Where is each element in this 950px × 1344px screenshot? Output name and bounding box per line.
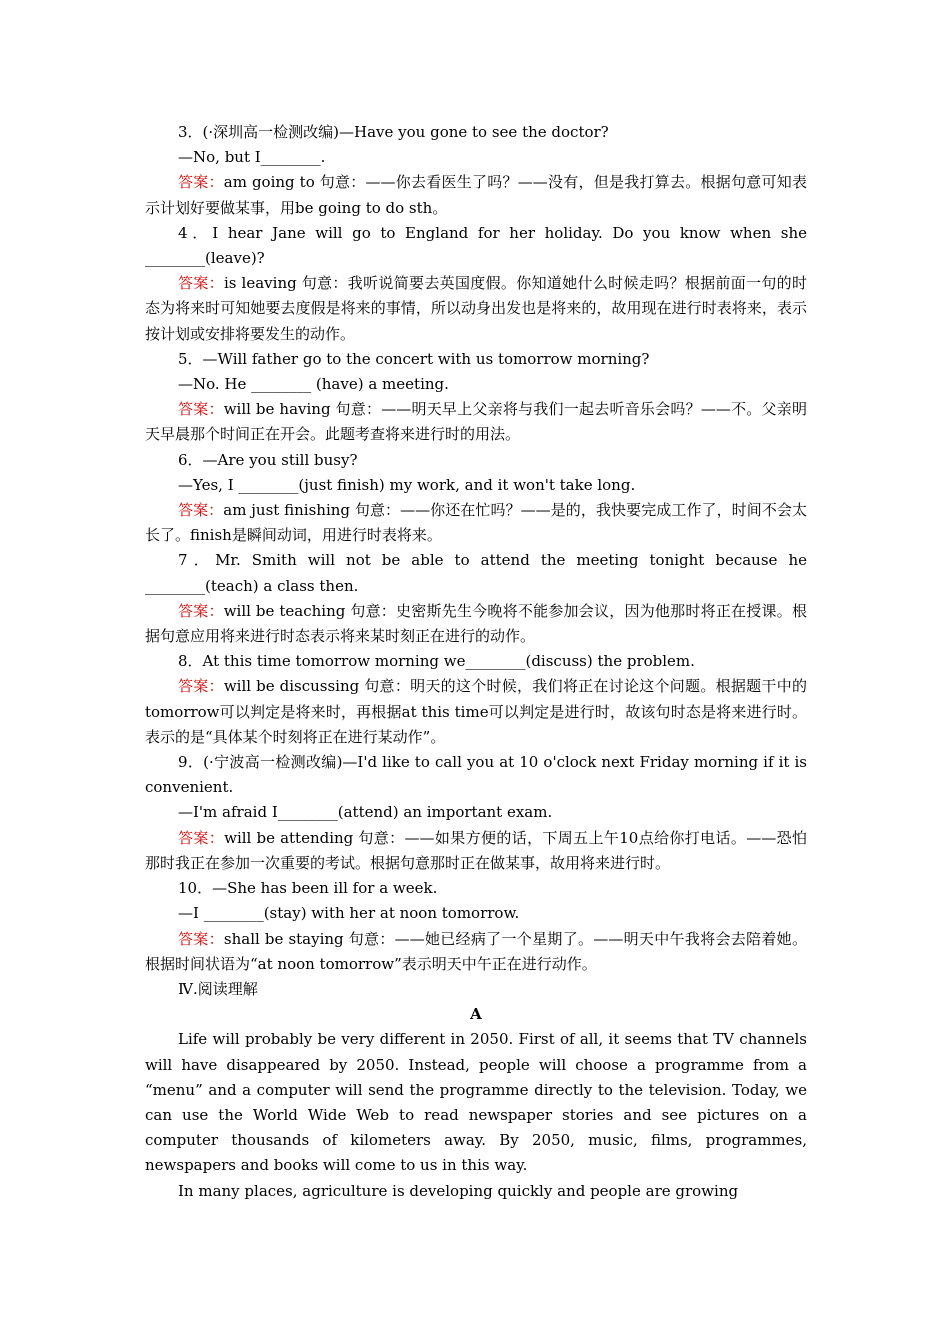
- answer-text: am just finishing 句意：——你还在忙吗？——是的，我快要完成工作了，时间不会太长了。finish是瞬间动词，用进行时表将来。: [145, 501, 807, 545]
- answer-label: 答案：: [178, 677, 224, 696]
- answer-10: [145, 927, 807, 977]
- document-page: [145, 120, 807, 1204]
- section-heading: Ⅳ.阅读理解: [178, 979, 258, 998]
- answer-6: [145, 498, 807, 548]
- answer-text: will be teaching 句意：史密斯先生今晚将不能参加会议，因为他那时将正在授课。根据句意应用将来进行时态表示将来某时刻正在进行的动作。: [145, 601, 807, 646]
- passage-title: A: [470, 1005, 482, 1024]
- answer-text: will be having 句意：——明天早上父亲将与我们一起去听音乐会吗？——不。父亲明天早晨那个时间正在开会。此题考查将来进行时的用法。: [145, 400, 807, 444]
- answer-label: 答案：: [178, 274, 224, 293]
- passage-paragraph-2: In many places, agriculture is developing quickly and people are growing: [178, 1181, 739, 1200]
- question-3-prompt: 3．(·深圳高一检测改编)—Have you gone to see the doctor?: [178, 123, 609, 141]
- answer-3: [145, 170, 807, 220]
- answer-label: 答案：: [178, 173, 224, 192]
- question-4: 4．I hear Jane will go to England for her holiday. Do you know when she ________(leave)?: [145, 223, 807, 268]
- question-10-reply: —I ________(stay) with her at noon tomorrow.: [178, 904, 520, 923]
- answer-9: [145, 826, 807, 876]
- answer-text: is leaving 句意：我听说简要去英国度假。你知道她什么时候走吗？根据前面一句的时态为将来时可知她要去度假是将来的事情，所以动身出发也是将来的，故用现在进行时表将来，表示按计划或安排将要发生的动作。: [145, 274, 807, 343]
- answer-text: will be discussing 句意：明天的这个时候，我们将正在讨论这个问题。根据题干中的tomorrow可以判定是将来时，再根据at this time可以判定是进行时，故该句时态是将来进行时。表示的是“具体某个时刻将正在进行某动作”。: [145, 677, 807, 746]
- question-3-reply: —No, but I________.: [178, 148, 326, 167]
- passage-paragraph-1: Life will probably be very different in 2050. First of all, it seems that TV channels will have disappeared by 2050. Instead, people will choose a programme from a “menu” and a computer will send the programme directly to the television. Today, we can use the World Wide Web to read newspaper stories and see pictures on a computer thousands of kilometers away. By 2050, music, films, programmes, newspapers and books will come to us in this way.: [145, 1030, 807, 1175]
- question-6-reply: —Yes, I ________(just finish) my work, and it won't take long.: [178, 475, 636, 494]
- answer-4: [145, 271, 807, 347]
- answer-text: am going to 句意：——你去看医生了吗？——没有，但是我打算去。根据句意可知表示计划好要做某事，用be going to do sth。: [145, 173, 807, 217]
- answer-label: 答案：: [178, 929, 224, 948]
- question-5-reply: —No. He ________ (have) a meeting.: [178, 375, 449, 394]
- question-9-prompt: 9．(·宁波高一检测改编)—I'd like to call you at 10 o'clock next Friday morning if it is convenient.: [145, 753, 807, 797]
- question-9-reply: —I'm afraid I________(attend) an important exam.: [178, 803, 553, 822]
- question-5-prompt: 5．—Will father go to the concert with us tomorrow morning?: [178, 349, 650, 368]
- answer-8: [145, 674, 807, 750]
- answer-label: 答案：: [178, 400, 224, 419]
- answer-text: will be attending 句意：——如果方便的话，下周五上午10点给你打电话。——恐怕那时我正在参加一次重要的考试。根据句意那时正在做某事，故用将来进行时。: [145, 828, 807, 872]
- answer-text: shall be staying 句意：——她已经病了一个星期了。——明天中午我将会去陪着她。根据时间状语为“at noon tomorrow”表示明天中午正在进行动作。: [145, 929, 807, 973]
- answer-7: [145, 599, 807, 649]
- answer-label: 答案：: [178, 828, 225, 847]
- answer-label: 答案：: [178, 501, 224, 520]
- question-8: 8．At this time tomorrow morning we________(discuss) the problem.: [178, 652, 695, 671]
- question-10-prompt: 10．—She has been ill for a week.: [178, 879, 438, 898]
- answer-5: [145, 397, 807, 447]
- question-7: 7．Mr. Smith will not be able to attend the meeting tonight because he ________(teach) a class then.: [145, 551, 807, 595]
- answer-label: 答案：: [178, 601, 224, 620]
- question-6-prompt: 6．—Are you still busy?: [178, 450, 358, 469]
